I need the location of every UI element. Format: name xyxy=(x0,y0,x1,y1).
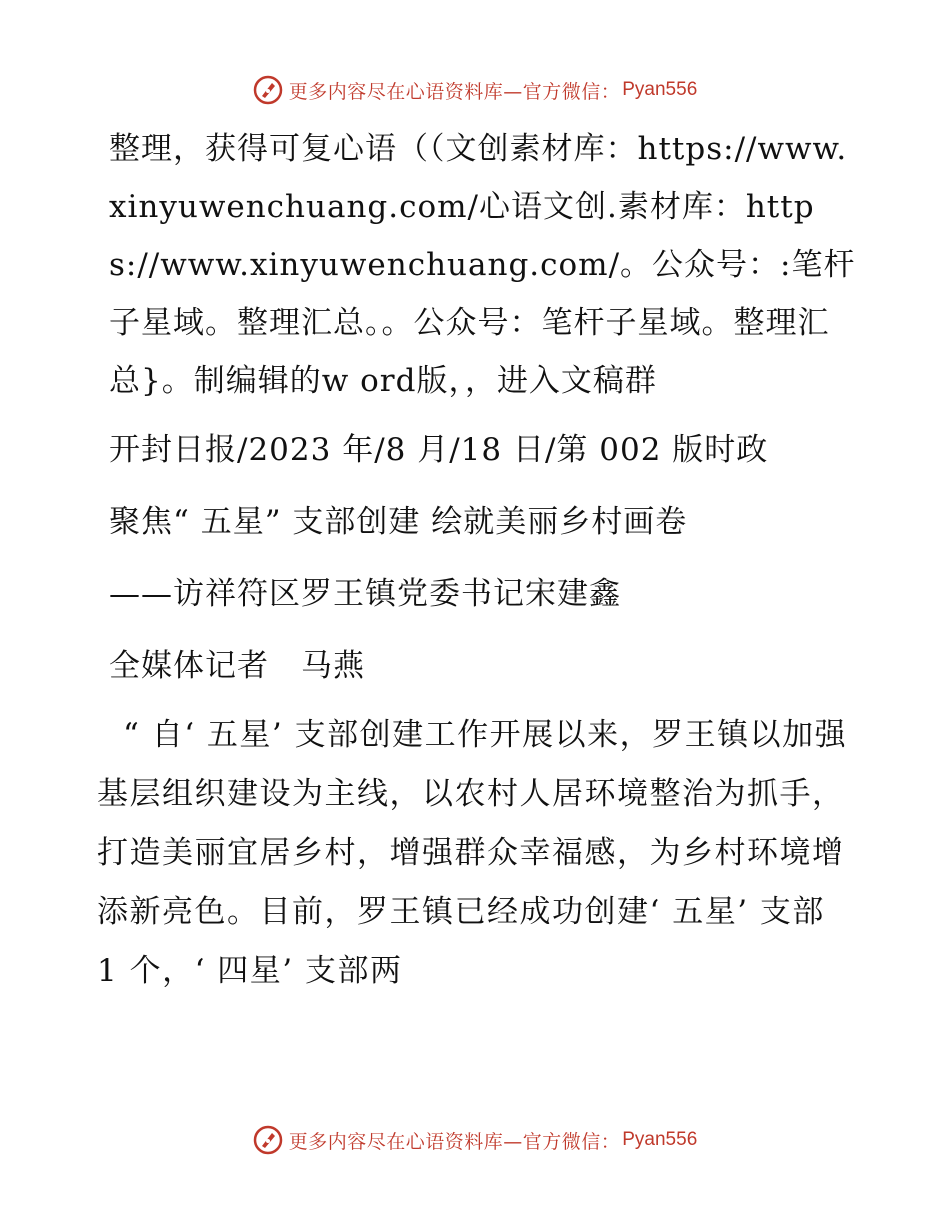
logo-icon xyxy=(253,75,283,105)
intro-paragraph: 整理，获得可复心语（（文创素材库：https://www.xinyuwenchuang.com/心语文创.素材库：https://www.xinyuwenchuang.com/。公众号：:笔杆子星域。整理汇总。。公众号：笔杆子星域。整理汇总}。制编辑的w ord版，，进入文稿群 xyxy=(109,131,856,399)
byline: 全媒体记者 马燕 xyxy=(109,648,365,684)
headline: 聚焦“ 五星” 支部创建 绘就美丽乡村画卷 xyxy=(109,504,688,540)
footer-banner-id: Pyan556 xyxy=(622,1129,698,1150)
document-body xyxy=(97,120,857,1001)
header-banner-text: 更多内容尽在心语资料库—官方微信： xyxy=(288,80,621,103)
dateline: 开封日报/2023 年/8 月/18 日/第 002 版时政 xyxy=(109,432,769,468)
header-banner-id: Pyan556 xyxy=(622,79,698,100)
footer-banner-text: 更多内容尽在心语资料库—官方微信： xyxy=(288,1130,621,1153)
body-paragraph: “ 自‘ 五星’ 支部创建工作开展以来，罗王镇以加强基层组织建设为主线，以农村人居环境整治为抓手，打造美丽宜居乡村，增强群众幸福感，为乡村环境增添新亮色。目前，罗王镇已经成功创建‘ 五星’ 支部 1 个，‘ 四星’ 支部两 xyxy=(97,717,848,989)
header-banner xyxy=(0,70,950,110)
subheadline: ——访祥符区罗王镇党委书记宋建鑫 xyxy=(109,576,621,612)
footer-banner xyxy=(0,1120,950,1160)
logo-icon xyxy=(253,1125,283,1155)
